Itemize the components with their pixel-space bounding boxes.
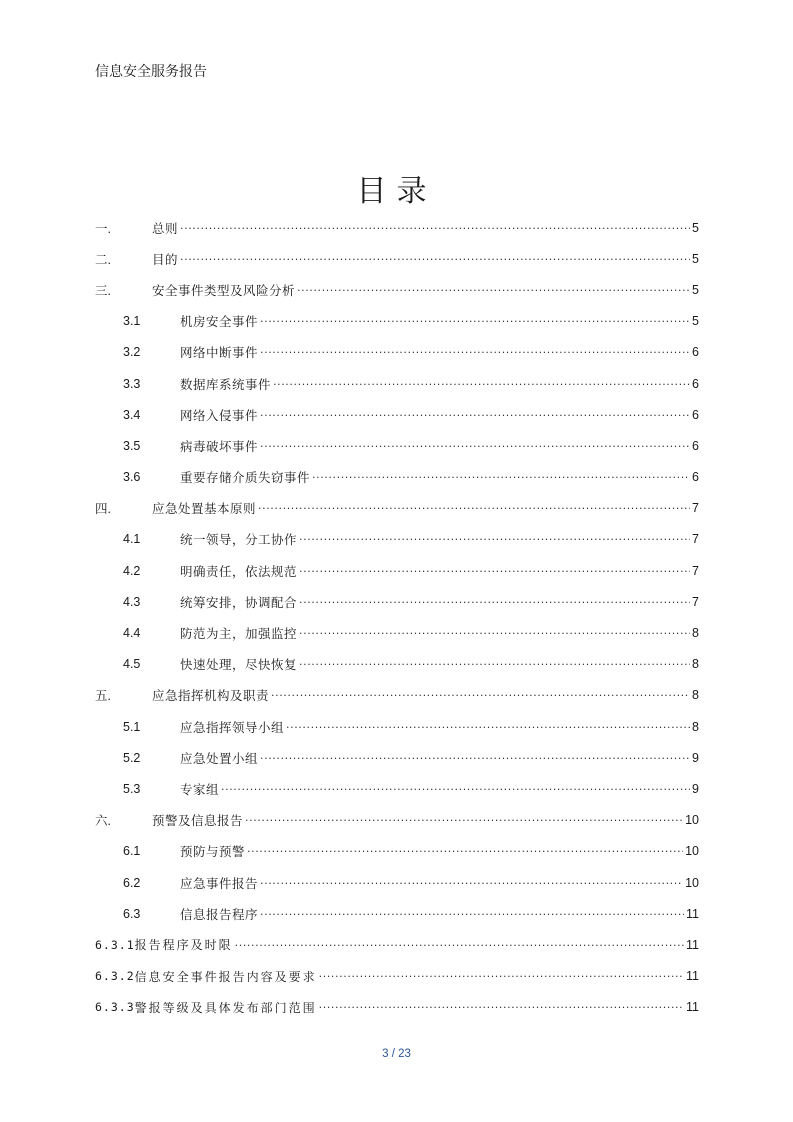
toc-entry-number: 3.3 <box>123 376 141 391</box>
toc-entry[interactable] <box>95 711 699 742</box>
toc-dot-leader <box>245 813 683 827</box>
toc-dot-leader <box>260 314 690 328</box>
toc-entry[interactable] <box>95 929 699 960</box>
toc-entry-page: 8 <box>692 626 699 641</box>
toc-entry-page: 7 <box>692 563 699 578</box>
toc-entry-page: 6 <box>692 376 699 391</box>
toc-dot-leader <box>260 751 690 765</box>
toc-entry-title: 专家组 <box>180 781 220 797</box>
toc-entry-number: 5.1 <box>123 719 141 734</box>
toc-entry[interactable] <box>95 274 699 305</box>
toc-entry-page: 9 <box>692 781 699 796</box>
toc-dot-leader <box>247 844 683 858</box>
toc-entry-title: 安全事件类型及风险分析 <box>152 282 296 298</box>
toc-dot-leader <box>299 564 690 578</box>
toc-entry-number: 六. <box>95 814 111 829</box>
toc-dot-leader <box>180 252 690 266</box>
toc-dot-leader <box>273 377 690 391</box>
toc-entry[interactable] <box>95 306 699 337</box>
toc-entry-title: 数据库系统事件 <box>180 376 272 392</box>
toc-dot-leader <box>297 283 690 297</box>
toc-entry-title: 重要存储介质失窃事件 <box>180 470 311 486</box>
toc-entry-page: 8 <box>692 657 699 672</box>
toc-entry-number: 6.2 <box>123 875 141 890</box>
toc-entry-page: 11 <box>686 906 699 921</box>
toc-entry[interactable] <box>95 555 699 586</box>
toc-entry-title: 应急指挥机构及职责 <box>152 688 270 704</box>
toc-entry-number: 6.3.1 <box>95 937 135 952</box>
toc-entry-number: 4.1 <box>123 532 141 547</box>
toc-entry-number: 6.3.2 <box>95 969 135 984</box>
toc-entry-title: 统筹安排，协调配合 <box>180 594 298 610</box>
toc-entry-title: 网络中断事件 <box>180 345 259 361</box>
toc-entry[interactable] <box>95 212 699 243</box>
toc-dot-leader <box>258 501 690 515</box>
toc-entry-page: 10 <box>685 875 699 890</box>
toc-entry-page: 8 <box>692 719 699 734</box>
toc-entry-number: 3.2 <box>123 345 141 360</box>
toc-entry-page: 10 <box>685 844 699 859</box>
toc-dot-leader <box>286 720 690 734</box>
toc-entry-title: 应急指挥领导小组 <box>180 719 285 735</box>
toc-entry-page: 6 <box>692 345 699 360</box>
table-of-contents <box>95 212 699 1023</box>
toc-entry-title: 统一领导，分工协作 <box>180 532 298 548</box>
toc-entry[interactable] <box>95 399 699 430</box>
toc-entry-number: 5.2 <box>123 750 141 765</box>
toc-entry-number: 3.4 <box>123 407 141 422</box>
toc-entry-page: 9 <box>692 750 699 765</box>
toc-entry-page: 10 <box>685 813 699 828</box>
toc-dot-leader <box>260 876 683 890</box>
toc-entry[interactable] <box>95 992 699 1023</box>
toc-dot-leader <box>260 439 690 453</box>
toc-entry[interactable] <box>95 586 699 617</box>
toc-entry-title: 总则 <box>152 220 179 236</box>
toc-entry[interactable] <box>95 680 699 711</box>
toc-entry-number: 6.3 <box>123 906 141 921</box>
toc-entry-number: 五. <box>95 689 111 704</box>
toc-entry-title: 信息安全事件报告内容及要求 <box>134 969 317 984</box>
toc-entry-number: 3.5 <box>123 438 141 453</box>
toc-entry-page: 7 <box>692 594 699 609</box>
toc-entry[interactable] <box>95 961 699 992</box>
toc-entry-number: 3.6 <box>123 470 141 485</box>
toc-dot-leader <box>260 345 690 359</box>
toc-entry-number: 6.3.3 <box>95 1000 135 1015</box>
running-header: 信息安全服务报告 <box>95 64 207 80</box>
toc-entry[interactable] <box>95 462 699 493</box>
toc-dot-leader <box>271 688 690 702</box>
toc-entry-title: 报告程序及时限 <box>134 938 233 953</box>
toc-title: 目录 <box>356 174 437 210</box>
toc-entry-title: 应急处置基本原则 <box>152 501 257 517</box>
toc-entry-page: 5 <box>692 282 699 297</box>
toc-dot-leader <box>319 1000 684 1014</box>
toc-entry-title: 防范为主，加强监控 <box>180 626 298 642</box>
toc-dot-leader <box>299 626 690 640</box>
toc-entry-page: 6 <box>692 438 699 453</box>
toc-entry[interactable] <box>95 867 699 898</box>
toc-entry[interactable] <box>95 368 699 399</box>
toc-entry-number: 4.5 <box>123 657 141 672</box>
page-indicator: 3 / 23 <box>382 1048 411 1060</box>
toc-entry-page: 11 <box>686 1000 699 1015</box>
toc-entry-number: 3.1 <box>123 314 141 329</box>
toc-entry[interactable] <box>95 805 699 836</box>
toc-entry[interactable] <box>95 649 699 680</box>
toc-entry-title: 应急处置小组 <box>180 750 259 766</box>
toc-entry-number: 二. <box>95 252 111 267</box>
toc-entry-page: 7 <box>692 532 699 547</box>
toc-entry[interactable] <box>95 898 699 929</box>
toc-entry-page: 5 <box>692 251 699 266</box>
toc-entry[interactable] <box>95 430 699 461</box>
toc-dot-leader <box>299 595 690 609</box>
toc-entry[interactable] <box>95 243 699 274</box>
toc-entry-title: 快速处理，尽快恢复 <box>180 657 298 673</box>
toc-entry-title: 预防与预警 <box>180 844 246 860</box>
toc-dot-leader <box>299 532 690 546</box>
toc-dot-leader <box>299 657 690 671</box>
toc-entry-number: 5.3 <box>123 781 141 796</box>
toc-entry-number: 6.1 <box>123 844 141 859</box>
toc-entry-page: 11 <box>686 969 699 984</box>
toc-entry-number: 四. <box>95 502 111 517</box>
toc-entry-title: 机房安全事件 <box>180 314 259 330</box>
toc-entry[interactable] <box>95 773 699 804</box>
toc-entry[interactable] <box>95 617 699 648</box>
toc-entry-title: 应急事件报告 <box>180 875 259 891</box>
toc-entry-number: 4.4 <box>123 626 141 641</box>
toc-entry-title: 明确责任，依法规范 <box>180 563 298 579</box>
toc-entry[interactable] <box>95 836 699 867</box>
toc-dot-leader <box>319 969 684 983</box>
toc-entry[interactable] <box>95 493 699 524</box>
toc-entry-page: 6 <box>692 407 699 422</box>
toc-dot-leader <box>260 408 690 422</box>
toc-dot-leader <box>260 907 684 921</box>
toc-entry-page: 5 <box>692 314 699 329</box>
toc-entry-title: 网络入侵事件 <box>180 407 259 423</box>
toc-entry-title: 预警及信息报告 <box>152 813 244 829</box>
toc-entry-title: 目的 <box>152 251 179 267</box>
toc-entry-number: 4.3 <box>123 594 141 609</box>
toc-dot-leader <box>312 470 690 484</box>
toc-dot-leader <box>221 782 690 796</box>
toc-dot-leader <box>235 938 684 952</box>
toc-entry-number: 一. <box>95 221 111 236</box>
toc-entry-title: 警报等级及具体发布部门范围 <box>134 1000 317 1015</box>
toc-entry[interactable] <box>95 524 699 555</box>
toc-entry-number: 三. <box>95 283 111 298</box>
toc-entry-page: 5 <box>692 220 699 235</box>
toc-entry-title: 病毒破坏事件 <box>180 438 259 454</box>
toc-entry-page: 11 <box>686 937 699 952</box>
toc-entry-page: 7 <box>692 501 699 516</box>
toc-entry-number: 4.2 <box>123 563 141 578</box>
toc-entry[interactable] <box>95 337 699 368</box>
toc-entry-page: 6 <box>692 470 699 485</box>
toc-dot-leader <box>180 221 690 235</box>
toc-entry-page: 8 <box>692 688 699 703</box>
toc-entry[interactable] <box>95 742 699 773</box>
toc-entry-title: 信息报告程序 <box>180 906 259 922</box>
